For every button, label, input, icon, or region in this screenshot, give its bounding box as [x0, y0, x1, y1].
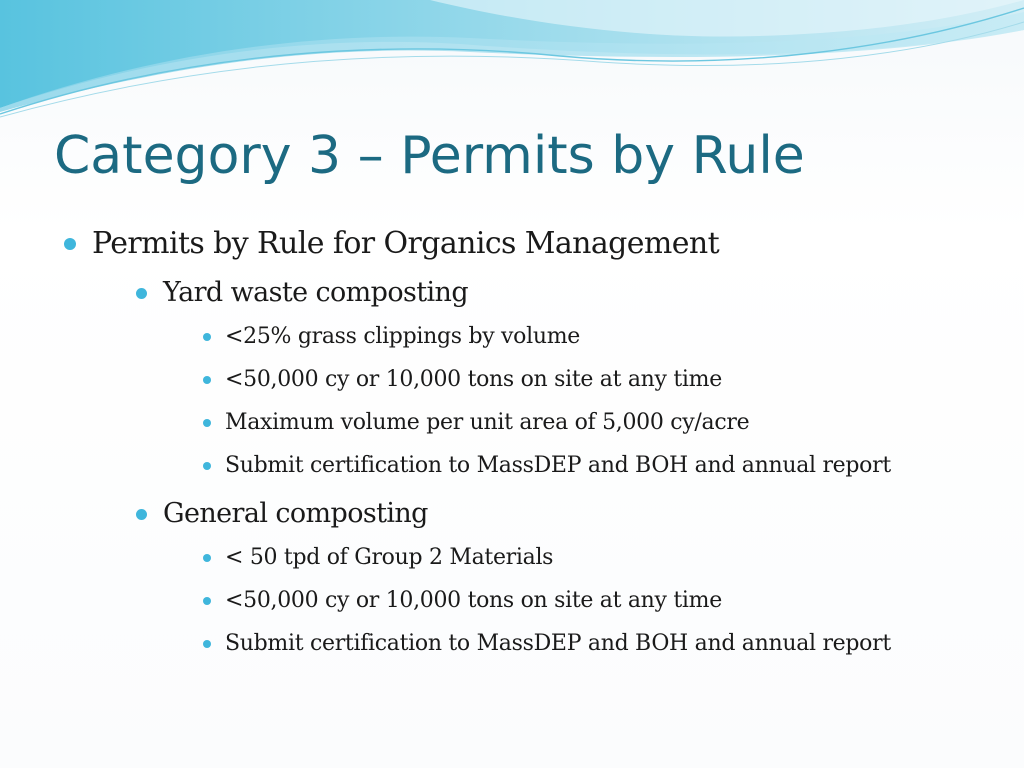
slide-title: Category 3 – Permits by Rule: [54, 126, 805, 186]
bullet-text: <25% grass clippings by volume: [225, 324, 581, 349]
slide-body: [62, 222, 992, 665]
sub-bullet-list: [132, 273, 992, 665]
bullet-dot-icon: [203, 554, 211, 562]
bullet-item-yard-waste: [132, 273, 992, 487]
bullet-dot-icon: [203, 419, 211, 427]
bullet-dot-icon: [136, 509, 147, 520]
bullet-text: Permits by Rule for Organics Management: [92, 226, 720, 261]
list-item: [195, 315, 992, 358]
list-item: [195, 579, 992, 622]
bullet-dot-icon: [203, 462, 211, 470]
list-item: [195, 358, 992, 401]
bullet-text: General composting: [163, 498, 428, 529]
bullet-list: [62, 222, 992, 665]
bullet-text: Submit certification to MassDEP and BOH and annual report: [225, 631, 891, 656]
bullet-dot-icon: [136, 288, 147, 299]
bullet-item-organics-management: [62, 222, 992, 665]
bullet-text: Maximum volume per unit area of 5,000 cy/acre: [225, 410, 750, 435]
bullet-item-general-composting: [132, 494, 992, 665]
bullet-dot-icon: [203, 597, 211, 605]
bullet-text: Submit certification to MassDEP and BOH and annual report: [225, 453, 891, 478]
bullet-dot-icon: [203, 640, 211, 648]
list-item: [195, 444, 992, 487]
wave-header-decoration: [0, 0, 1024, 120]
bullet-dot-icon: [64, 238, 76, 250]
bullet-dot-icon: [203, 333, 211, 341]
bullet-text: <50,000 cy or 10,000 tons on site at any time: [225, 367, 722, 392]
list-item: [195, 622, 992, 665]
list-item: [195, 536, 992, 579]
sub-bullet-list: [195, 536, 992, 665]
bullet-text: < 50 tpd of Group 2 Materials: [225, 545, 554, 570]
list-item: [195, 401, 992, 444]
bullet-text: <50,000 cy or 10,000 tons on site at any time: [225, 588, 722, 613]
sub-bullet-list: [195, 315, 992, 487]
bullet-text: Yard waste composting: [163, 277, 469, 308]
bullet-dot-icon: [203, 376, 211, 384]
